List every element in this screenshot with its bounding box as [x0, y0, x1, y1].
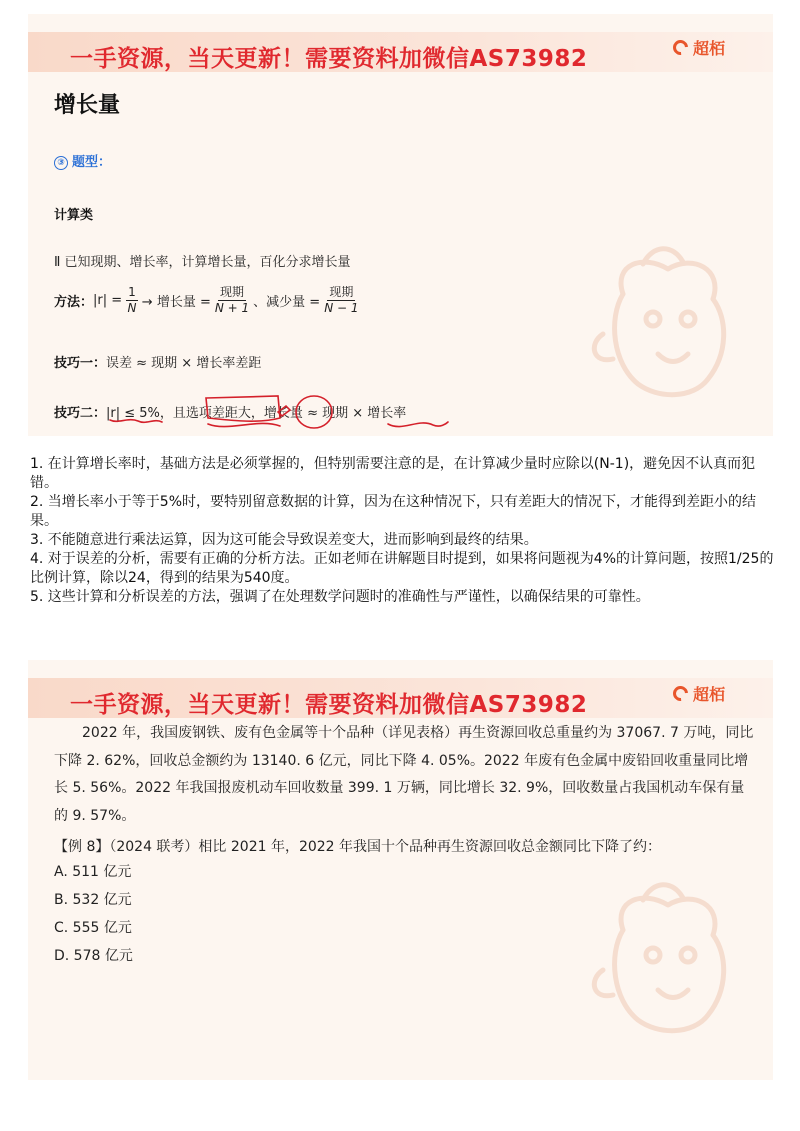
- note-item: 3. 不能随意进行乘法运算，因为这可能会导致误差变大，进而影响到最终的结果。: [30, 532, 538, 548]
- slide-growth-amount: [28, 14, 773, 436]
- fraction-denominator: N: [127, 301, 137, 315]
- r-expression: |r| =: [93, 293, 123, 308]
- fraction-numerator: 现期: [329, 285, 354, 299]
- mascot-watermark-icon: [583, 860, 753, 1060]
- summary-notes: [30, 455, 775, 607]
- fraction-denominator: N + 1: [214, 301, 250, 315]
- promo-banner: [28, 678, 773, 718]
- material-paragraph: 2022 年，我国废钢铁、废有色金属等十个品种（详见表格）再生资源回收总重量约为 37067. 7 万吨，同比下降 2. 62%，回收总金额约为 13140. 6 亿元，同比下降 4. 05%。2022 年废有色金属中废铅回收重量同比增长 5. 56%。2022 年我国报废机动车回收数量 399. 1 万辆，同比增长 32. 9%，回收数量占我国机动车保有量的 9. 57%。: [54, 725, 754, 824]
- tip-two-part-c: ，增长量: [250, 406, 303, 421]
- circled-number: ③: [54, 156, 68, 170]
- underline-option-gap-mark: [208, 423, 280, 426]
- question-type-label: 题型：: [72, 155, 112, 170]
- subtitle: Ⅱ 已知现期、增长率，计算增长量，百化分求增长量: [54, 255, 351, 270]
- fraction-numerator: 现期: [220, 285, 245, 299]
- fraction-numerator: 1: [128, 285, 136, 299]
- decrease-text: 、减少量 =: [253, 295, 321, 310]
- tip-one-text: 误差 ≈ 现期 × 增长率差距: [106, 356, 262, 371]
- page-title: 增长量: [54, 93, 121, 118]
- tip-two-part-d: ≈ 现期 ×: [302, 406, 368, 421]
- category-heading: 计算类: [54, 208, 94, 223]
- tip-two-part-b: 且选项差距大: [172, 406, 251, 421]
- fraction-denominator: N − 1: [324, 301, 359, 315]
- tip-two-part-a: |r| ≤ 5%，: [106, 406, 173, 421]
- tip-two-label: 技巧二：: [54, 406, 107, 421]
- promo-banner-text: 一手资源，当天更新！需要资料加微信AS73982: [70, 692, 588, 718]
- underline-r-mark: [110, 420, 162, 423]
- slide-example-question: [28, 660, 773, 1080]
- option-b[interactable]: B. 532 亿元: [54, 892, 132, 908]
- growth-arrow-text: → 增长量 =: [141, 295, 211, 310]
- note-item: 5. 这些计算和分析误差的方法，强调了在处理数学问题时的准确性与严谨性，以确保结果的可靠性。: [30, 589, 650, 605]
- brand-logo-text: 超栢: [692, 39, 725, 58]
- tip-one-label: 技巧一：: [54, 356, 107, 371]
- brand-logo-text: 超栢: [692, 685, 725, 704]
- option-d[interactable]: D. 578 亿元: [54, 948, 133, 964]
- note-item: 2. 当增长率小于等于5%时，要特别留意数据的计算，因为在这种情况下，只有差距大的情况下，才能得到差距小的结果。: [30, 494, 757, 529]
- option-c[interactable]: C. 555 亿元: [54, 920, 132, 936]
- promo-banner-text: 一手资源，当天更新！需要资料加微信AS73982: [70, 46, 588, 72]
- brand-logo-icon: [670, 683, 691, 704]
- note-item: 4. 对于误差的分析，需要有正确的分析方法。正如老师在讲解题目时提到，如果将问题视为4%的计算问题，按照1/25的比例计算，除以24，得到的结果为540度。: [30, 551, 774, 586]
- brand-logo: [673, 682, 725, 705]
- question-stem: 【例 8】（2024 联考）相比 2021 年，2022 年我国十个品种再生资源回收总金额同比下降了约：: [54, 839, 662, 855]
- box-option-gap-mark: [206, 396, 280, 421]
- tip-two-part-e: 增长率: [367, 406, 407, 421]
- method-label: 方法：: [54, 295, 94, 310]
- circle-growth-mark: [296, 396, 332, 428]
- note-item: 1. 在计算增长率时，基础方法是必须掌握的，但特别需要注意的是，在计算减少量时应除以(N-1)，避免因不认真而犯错。: [30, 456, 756, 491]
- option-a[interactable]: A. 511 亿元: [54, 864, 132, 880]
- underline-rate-mark: [388, 422, 448, 427]
- handwritten-annotations: [28, 14, 773, 436]
